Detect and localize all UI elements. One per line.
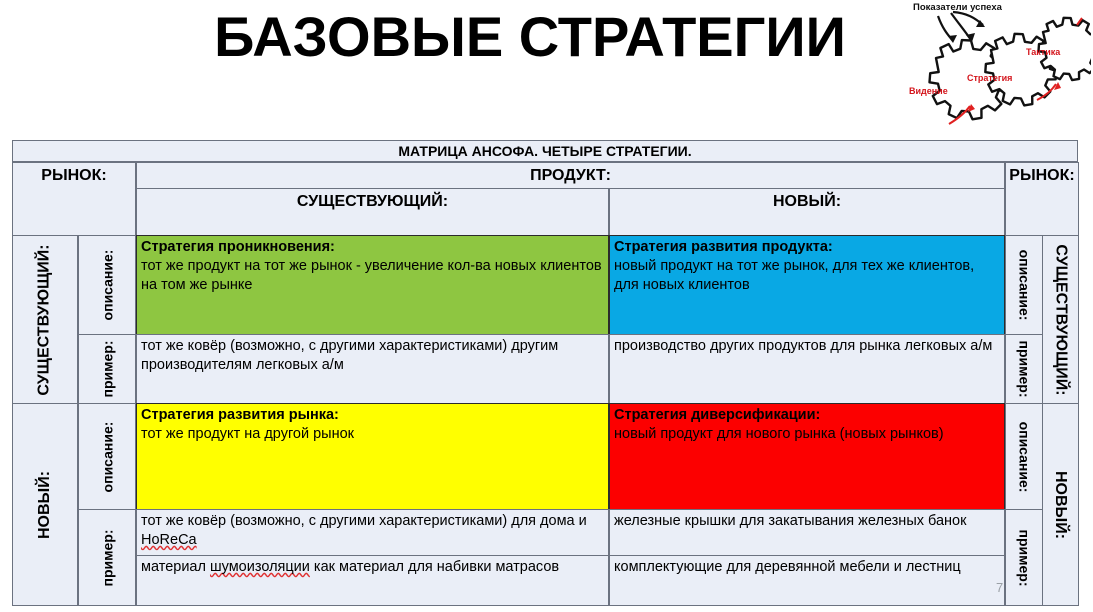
- market-label-right: РЫНОК:: [1005, 162, 1079, 189]
- quadrant-diversification-title: Стратегия диверсификации:: [614, 407, 821, 423]
- row-kind-label-right-4: пример:: [1005, 509, 1043, 606]
- gear-diagram-graphic: [891, 0, 1091, 128]
- gear-label-strategy: Стратегия: [967, 73, 1013, 83]
- market-row-new-right: НОВЫЙ:: [1042, 403, 1079, 606]
- quadrant-product-development-text: [610, 236, 1004, 295]
- corner-blank-right: [1005, 188, 1079, 236]
- example-md1-part-a: тот же ковёр (возможно, с другими характеристиками) для дома и: [141, 513, 587, 529]
- quadrant-market-development-body: тот же продукт на другой рынок: [141, 425, 355, 442]
- quadrant-market-development-text: [137, 404, 608, 444]
- row-kind-label-left-3: описание:: [78, 403, 136, 510]
- gear-label-tactics: Тактика: [1026, 47, 1061, 57]
- row-kind-label-left-1: описание:: [78, 235, 136, 335]
- example-penetration: [136, 334, 609, 404]
- example-diversification-1: [609, 509, 1005, 556]
- page-title: БАЗОВЫЕ СТРАТЕГИИ: [214, 5, 846, 68]
- gear-label-vision: Видение: [909, 86, 948, 96]
- example-product-development-text: производство других продуктов для рынка легковых а/м: [614, 338, 993, 354]
- product-column-existing: СУЩЕСТВУЮЩИЙ:: [136, 188, 609, 236]
- quadrant-diversification-body: новый продукт для нового рынка (новых рынков): [614, 425, 944, 442]
- example-md2-part-c: как материал для набивки матрасов: [309, 559, 560, 575]
- quadrant-diversification: [609, 403, 1005, 510]
- quadrant-product-development-body: новый продукт на тот же рынок, для тех же клиентов, для новых клиентов: [614, 257, 975, 293]
- example-market-development-2-text: [137, 556, 608, 577]
- quadrant-product-development-title: Стратегия развития продукта:: [614, 239, 833, 255]
- example-md2-part-b: шумоизоляции: [209, 559, 310, 575]
- row-kind-label-right-3: описание:: [1005, 403, 1043, 510]
- market-row-new-left: НОВЫЙ:: [12, 403, 78, 606]
- example-market-development-2: [136, 555, 609, 606]
- example-diversification-1-text: железные крышки для закатывания железных банок: [614, 513, 967, 529]
- example-product-development: [609, 334, 1005, 404]
- quadrant-penetration-title: Стратегия проникновения:: [141, 239, 335, 255]
- quadrant-market-development: [136, 403, 609, 510]
- quadrant-penetration-text: [137, 236, 608, 295]
- page-number: 7: [996, 580, 1004, 595]
- example-penetration-text: тот же ковёр (возможно, с другими характеристиками) другим производителям легковых а/м: [141, 338, 559, 373]
- ansoff-matrix-table: [12, 140, 1078, 604]
- example-market-development-1: [136, 509, 609, 556]
- gear-diagram: [891, 0, 1091, 128]
- gear-diagram-caption: Показатели успеха: [913, 2, 1002, 13]
- quadrant-penetration-body: тот же продукт на тот же рынок - увеличение кол-ва новых клиентов на том же рынке: [141, 257, 602, 293]
- product-column-new: НОВЫЙ:: [609, 188, 1005, 236]
- corner-blank-left: [12, 188, 136, 236]
- example-diversification-2-text: комплектующие для деревянной мебели и лестниц: [614, 559, 961, 575]
- matrix-caption: МАТРИЦА АНСОФА. ЧЕТЫРЕ СТРАТЕГИИ.: [12, 140, 1078, 162]
- quadrant-market-development-title: Стратегия развития рынка:: [141, 407, 339, 423]
- market-label-left: РЫНОК:: [12, 162, 136, 189]
- market-row-existing-right: СУЩЕСТВУЮЩИЙ:: [1042, 235, 1079, 404]
- row-kind-label-right-2: пример:: [1005, 334, 1043, 404]
- quadrant-product-development: [609, 235, 1005, 335]
- product-label: ПРОДУКТ:: [136, 162, 1005, 189]
- market-row-existing-left: СУЩЕСТВУЮЩИЙ:: [12, 235, 78, 404]
- row-kind-label-right-1: описание:: [1005, 235, 1043, 335]
- example-market-development-1-text: [137, 510, 608, 550]
- example-md2-part-a: материал: [141, 559, 210, 575]
- quadrant-diversification-text: [610, 404, 1004, 444]
- example-md1-part-b: HoReCa: [141, 531, 197, 548]
- example-diversification-2: [609, 555, 1005, 606]
- row-kind-label-left-2: пример:: [78, 334, 136, 404]
- row-kind-label-left-4: пример:: [78, 509, 136, 606]
- quadrant-penetration: [136, 235, 609, 335]
